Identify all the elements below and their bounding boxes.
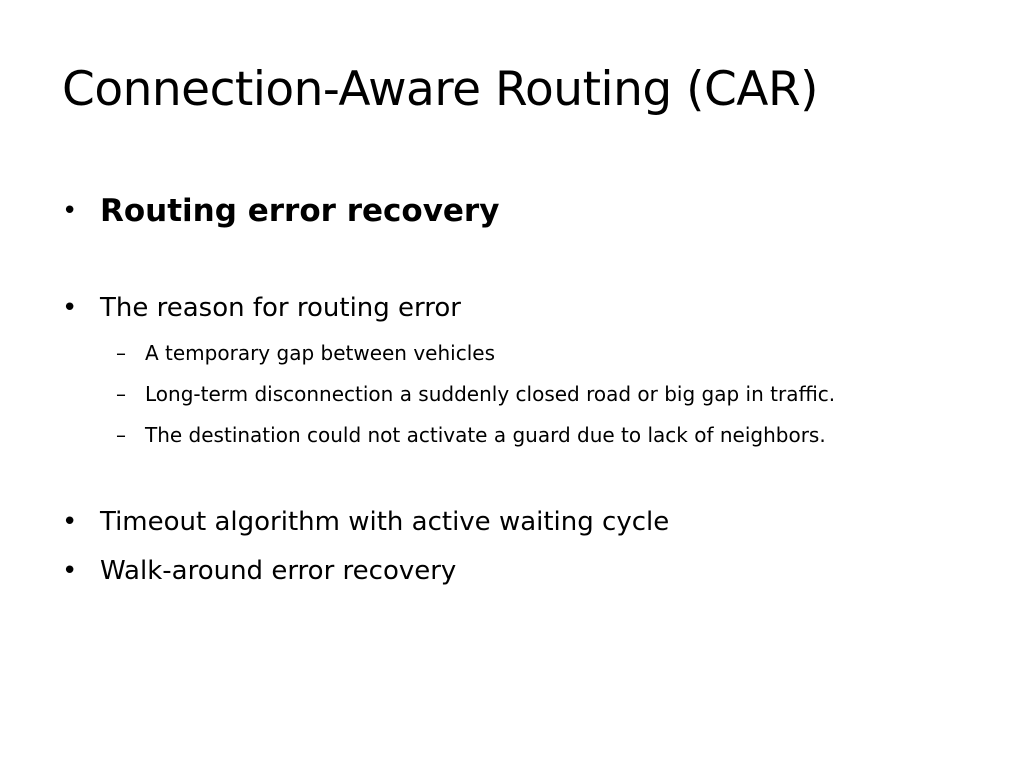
bullet-marker: •	[62, 293, 78, 323]
sub-bullet-marker: –	[116, 382, 126, 406]
sub-bullet-text: The destination could not activate a guard due to lack of neighbors.	[145, 423, 826, 447]
bullet-marker: •	[62, 556, 78, 586]
sub-bullet-marker: –	[116, 341, 126, 365]
bullet-marker: •	[62, 196, 78, 226]
sub-bullet-text: Long-term disconnection a suddenly closed road or big gap in traffic.	[145, 382, 836, 406]
bullet-text: Timeout algorithm with active waiting cycle	[100, 507, 670, 537]
bullet-text: Walk-around error recovery	[100, 556, 457, 586]
sub-bullet-marker: –	[116, 423, 126, 447]
sub-bullet-text: A temporary gap between vehicles	[145, 341, 495, 365]
bullet-text: The reason for routing error	[100, 293, 461, 323]
bullet-text: Routing error recovery	[100, 193, 500, 229]
slide-title: Connection-Aware Routing (CAR)	[62, 62, 818, 117]
bullet-marker: •	[62, 507, 78, 537]
